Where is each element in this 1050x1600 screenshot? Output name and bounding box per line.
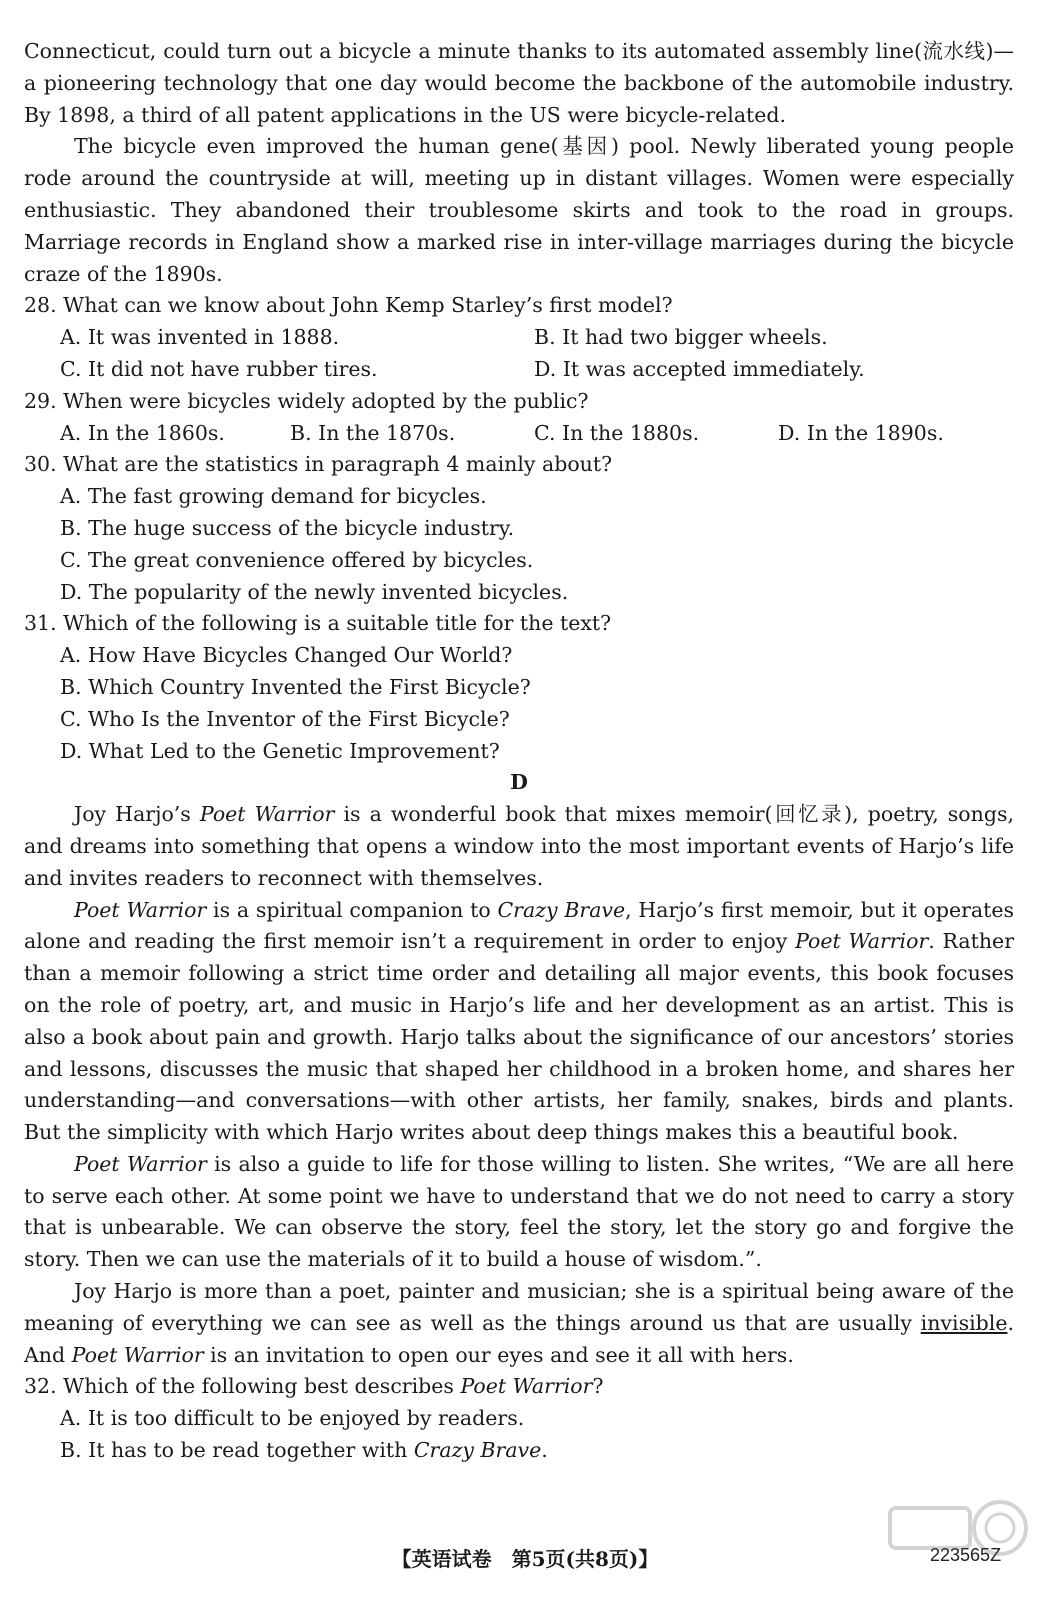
book-title: Crazy Brave: [413, 1438, 542, 1463]
passage-paragraph: [24, 1276, 1014, 1371]
option-b: B. Which Country Invented the First Bicycle?: [60, 674, 531, 699]
text-run: is an invitation to open our eyes and see it all with hers.: [203, 1342, 794, 1367]
option-b: B. In the 1870s.: [290, 420, 456, 445]
exam-page: [24, 36, 1014, 1467]
question-stem: 31. Which of the following is a suitable title for the text?: [24, 611, 612, 636]
book-title: Crazy Brave: [497, 897, 626, 922]
option-row: [24, 418, 1014, 450]
passage-paragraph: The bicycle even improved the human gene(基因) pool. Newly liberated young people rode around the countryside at will, meeting up in distant villages. Women were especially enthusiastic. They abandoned their troublesome skirts and took to the road in groups. Marriage records in England show a marked rise in inter-village marriages during the bicycle craze of the 1890s.: [24, 134, 1014, 286]
text-run: .: [541, 1438, 548, 1463]
exam-code: 223565Z: [930, 1545, 1002, 1565]
question-28: [24, 290, 1014, 385]
option-c: C. Who Is the Inventor of the First Bicycle?: [60, 706, 510, 731]
text-run: 32. Which of the following best describes: [24, 1374, 461, 1399]
option-d: D. It was accepted immediately.: [534, 356, 865, 381]
text-run: B. It has to be read together with: [60, 1438, 414, 1463]
underlined-word: invisible: [920, 1310, 1008, 1335]
text-run: is a spiritual companion to: [206, 897, 498, 922]
option-b: B. The huge success of the bicycle industry.: [60, 515, 515, 540]
option-b: [24, 1435, 1014, 1467]
section-heading: D: [510, 770, 528, 795]
option-a: A. How Have Bicycles Changed Our World?: [60, 643, 513, 668]
question-31: [24, 608, 1014, 767]
text-run: is also a guide to life for those willing to listen. She writes, “We are all here to serve each other. At some point we have to understand that we do not need to carry a story that is unbearable. We can observe the story, feel the story, let the story go and forgive the story. Then we can use the materials of it to build a house of wisdom.”.: [24, 1151, 1015, 1272]
option-d: D. In the 1890s.: [778, 420, 944, 445]
text-run: is a wonderful book that mixes memoir(回忆录), poetry, songs, and dreams into something that opens a window into the most important events of Harjo’s life and invites readers to reconnect with themselves.: [24, 802, 1015, 890]
text-run: . Rather than a memoir following a strict time order and detailing all major events, this book focuses on the role of poetry, art, and music in Harjo’s life and her development as an artist. This is also a book about pain and growth. Harjo talks about the significance of our ancestors’ stories and lessons, discusses the music that shaped her childhood in a broken home, and shares her understanding—and conversations—with other artists, her family, snakes, birds and plants. But the simplicity with which Harjo writes about deep things makes this a beautiful book.: [24, 929, 1014, 1145]
option-c: C. The great convenience offered by bicycles.: [60, 547, 534, 572]
book-title: Poet Warrior: [74, 1151, 207, 1176]
text-run: , Harjo’s first memoir, but it operates alone and reading the first memoir isn’t a requirement in order to enjoy: [24, 897, 1014, 954]
text-run: Joy Harjo is more than a poet, painter and musician; she is a spiritual being aware of the meaning of everything we can see as well as the things around us that are usually: [24, 1279, 1014, 1335]
option-a: A. The fast growing demand for bicycles.: [60, 484, 487, 509]
option-a: A. It was invented in 1888.: [60, 325, 340, 350]
book-title: Poet Warrior: [74, 897, 207, 922]
question-stem: 29. When were bicycles widely adopted by the public?: [24, 388, 589, 413]
option-d: D. What Led to the Genetic Improvement?: [60, 738, 500, 763]
question-stem: 28. What can we know about John Kemp Starley’s first model?: [24, 293, 673, 318]
text-run: Joy Harjo’s: [74, 802, 200, 827]
text-run: . And: [24, 1310, 1014, 1367]
option-a: A. In the 1860s.: [60, 420, 225, 445]
watermark-logo-icon: [880, 1488, 1030, 1578]
page-footer: 【英语试卷 第5页(共8页)】: [391, 1547, 659, 1571]
book-title: Poet Warrior: [460, 1374, 593, 1399]
passage-paragraph: [24, 799, 1014, 894]
book-title: Poet Warrior: [795, 929, 929, 954]
question-32: [24, 1371, 1014, 1466]
passage-paragraph: Connecticut, could turn out a bicycle a minute thanks to its automated assembly line(流水线)—a pioneering technology that one day would become the backbone of the automobile industry. By 1898, a third of all patent applications in the US were bicycle-related.: [24, 39, 1014, 127]
option-row: [24, 322, 1014, 354]
book-title: Poet Warrior: [199, 802, 335, 827]
option-b: B. It had two bigger wheels.: [534, 325, 828, 350]
question-stem: 30. What are the statistics in paragraph 4 mainly about?: [24, 452, 613, 477]
book-title: Poet Warrior: [71, 1342, 204, 1367]
text-run: ?: [592, 1374, 604, 1399]
question-30: [24, 449, 1014, 608]
question-29: [24, 386, 1014, 450]
option-a: A. It is too difficult to be enjoyed by readers.: [60, 1406, 525, 1431]
option-row: [24, 354, 1014, 386]
passage-paragraph: [24, 895, 1014, 1149]
question-stem: [24, 1371, 1014, 1403]
option-d: D. The popularity of the newly invented bicycles.: [60, 579, 569, 604]
option-c: C. It did not have rubber tires.: [60, 356, 378, 381]
passage-paragraph: [24, 1149, 1014, 1276]
option-c: C. In the 1880s.: [534, 420, 700, 445]
